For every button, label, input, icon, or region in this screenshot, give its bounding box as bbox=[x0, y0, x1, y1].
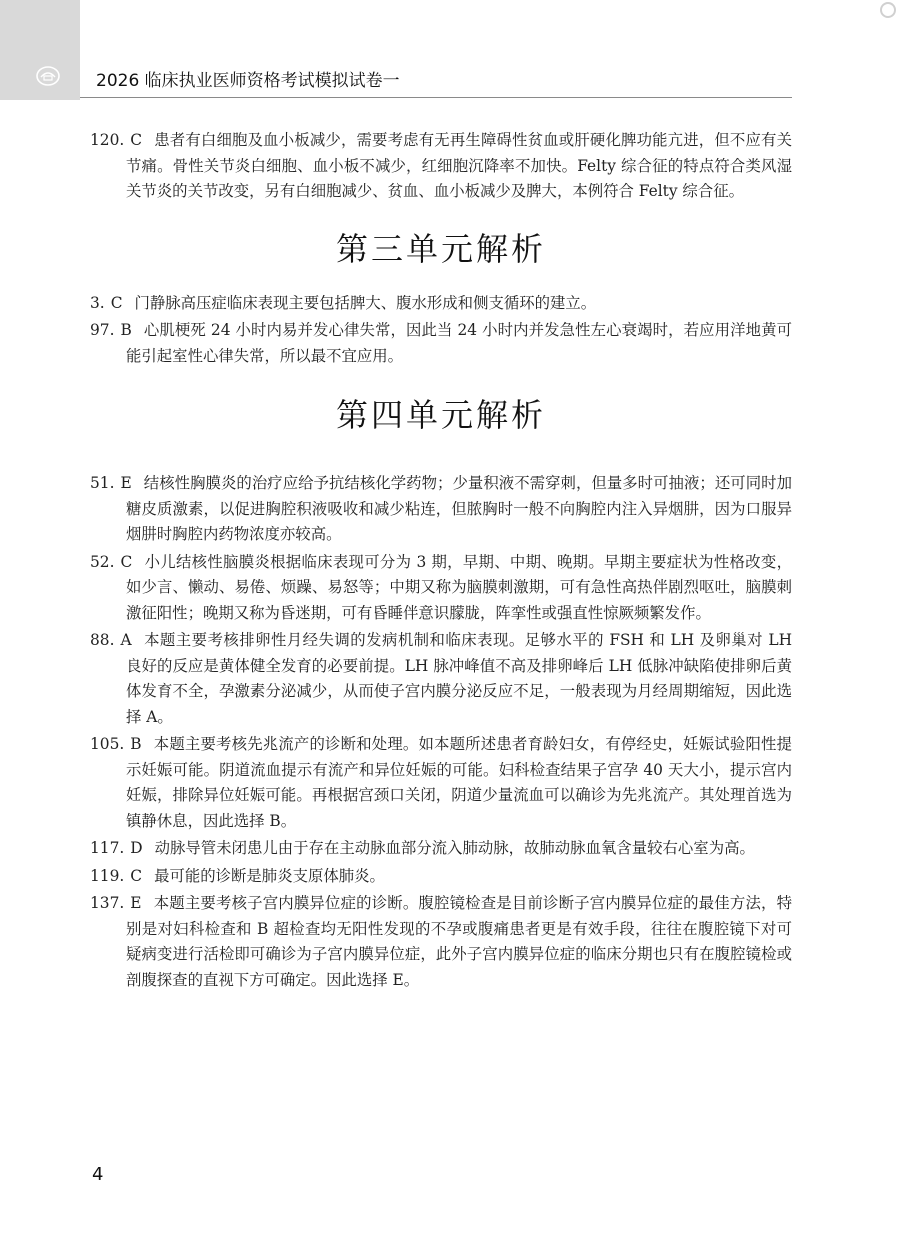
explanation-text: 门静脉高压症临床表现主要包括脾大、腹水形成和侧支循环的建立。 bbox=[134, 293, 597, 312]
question-number: 117. bbox=[90, 839, 125, 857]
answer-entry bbox=[90, 471, 792, 548]
question-number: 137. bbox=[90, 894, 125, 912]
answer-entry bbox=[90, 628, 792, 730]
answer-entry bbox=[90, 128, 792, 205]
explanation-text: 患者有白细胞及血小板减少，需要考虑有无再生障碍性贫血或肝硬化脾功能亢进，但不应有关节痛。骨性关节炎白细胞、血小板不减少，红细胞沉降率不加快。Felty 综合征的特点符合类风湿关节炎的关节改变，另有白细胞减少、贫血、血小板减少及脾大，本例符合 Felty 综合征。 bbox=[126, 131, 792, 200]
explanation-text: 结核性胸膜炎的治疗应给予抗结核化学药物；少量积液不需穿刺，但量多时可抽液；还可同时加糖皮质激素，以促进胸腔积液吸收和减少粘连，但脓胸时一般不向胸腔内注入异烟肼，因为口服异烟肼时胸腔内药物浓度亦较高。 bbox=[126, 474, 792, 543]
explanation-text: 最可能的诊断是肺炎支原体肺炎。 bbox=[154, 866, 385, 885]
answer-entry bbox=[90, 291, 792, 317]
question-number: 120. bbox=[90, 131, 125, 149]
question-number: 51. bbox=[90, 474, 115, 492]
question-number: 3. bbox=[90, 293, 105, 312]
answer-entry bbox=[90, 732, 792, 834]
answer-entry bbox=[90, 836, 792, 862]
answer-letter: B bbox=[130, 735, 142, 753]
explanation-text: 小儿结核性脑膜炎根据临床表现可分为 3 期，早期、中期、晚期。早期主要症状为性格改变，如少言、懒动、易倦、烦躁、易怒等；中期又称为脑膜刺激期，可有急性高热伴剧烈呕吐，脑膜刺激征阳性；晚期又称为昏迷期，可有昏睡伴意识朦胧，阵挛性或强直性惊厥频繁发作。 bbox=[126, 552, 792, 622]
answer-letter: B bbox=[120, 321, 132, 339]
explanation-text: 动脉导管未闭患儿由于存在主动脉血部分流入肺动脉，故肺动脉血氧含量较右心室为高。 bbox=[154, 839, 755, 857]
answer-entry bbox=[90, 891, 792, 993]
section-title: 第三单元解析 bbox=[335, 229, 546, 268]
answer-letter: A bbox=[120, 631, 132, 649]
answer-letter: C bbox=[130, 866, 143, 885]
answer-letter: D bbox=[130, 839, 143, 857]
page-content bbox=[90, 128, 792, 995]
unit-4-section bbox=[90, 395, 792, 993]
answer-letter: C bbox=[110, 293, 123, 312]
question-number: 97. bbox=[90, 321, 115, 339]
running-header-title: 2026 临床执业医师资格考试模拟试卷一 bbox=[96, 71, 400, 91]
question-number: 105. bbox=[90, 735, 125, 753]
explanation-text: 本题主要考核排卵性月经失调的发病机制和临床表现。足够水平的 FSH 和 LH 及卵巢对 LH 良好的反应是黄体健全发育的必要前提。LH 脉冲峰值不高及排卵峰后 LH 低脉冲缺陷使排卵后黄体发育不全，孕激素分泌减少，从而使子宫内膜分泌反应不足，一般表现为月经周期缩短，因此选择 A。 bbox=[126, 631, 792, 726]
header-rule bbox=[80, 97, 792, 98]
explanation-text: 本题主要考核先兆流产的诊断和处理。如本题所述患者育龄妇女，有停经史，妊娠试验阳性提示妊娠可能。阴道流血提示有流产和异位妊娠的可能。妇科检查结果子宫孕 40 天大小，提示宫内妊娠，排除异位妊娠可能。再根据宫颈口关闭，阴道少量流血可以确诊为先兆流产。其处理首选为镇静休息，因此选择 B。 bbox=[126, 735, 792, 830]
explanation-text: 本题主要考核子宫内膜异位症的诊断。腹腔镜检查是目前诊断子宫内膜异位症的最佳方法，特别是对妇科检查和 B 超检查均无阳性发现的不孕或腹痛患者更是有效手段，往往在腹腔镜下对可疑病变进行活检即可确诊为子宫内膜异位症，此外子宫内膜异位症的临床分期也只有在腹腔镜检或剖腹探查的直视下方可确定。因此选择 E。 bbox=[126, 894, 792, 989]
question-number: 88. bbox=[90, 631, 115, 649]
answer-entry bbox=[90, 550, 792, 627]
page-number: 4 bbox=[92, 1164, 104, 1185]
header-gray-tab bbox=[0, 0, 80, 100]
corner-ring-icon bbox=[880, 2, 896, 18]
answer-letter: E bbox=[130, 894, 142, 912]
publisher-logo-icon bbox=[36, 64, 60, 88]
answer-letter: E bbox=[120, 474, 132, 492]
question-number: 119. bbox=[90, 866, 125, 885]
answer-entry bbox=[90, 864, 792, 890]
answer-entry bbox=[90, 318, 792, 369]
unit-2-tail bbox=[90, 128, 792, 205]
unit-3-section bbox=[90, 229, 792, 370]
answer-letter: C bbox=[130, 131, 143, 149]
question-number: 52. bbox=[90, 552, 115, 571]
explanation-text: 心肌梗死 24 小时内易并发心律失常，因此当 24 小时内并发急性左心衰竭时，若应用洋地黄可能引起室性心律失常，所以最不宜应用。 bbox=[126, 321, 792, 365]
section-title: 第四单元解析 bbox=[335, 396, 546, 434]
answer-letter: C bbox=[120, 552, 133, 571]
